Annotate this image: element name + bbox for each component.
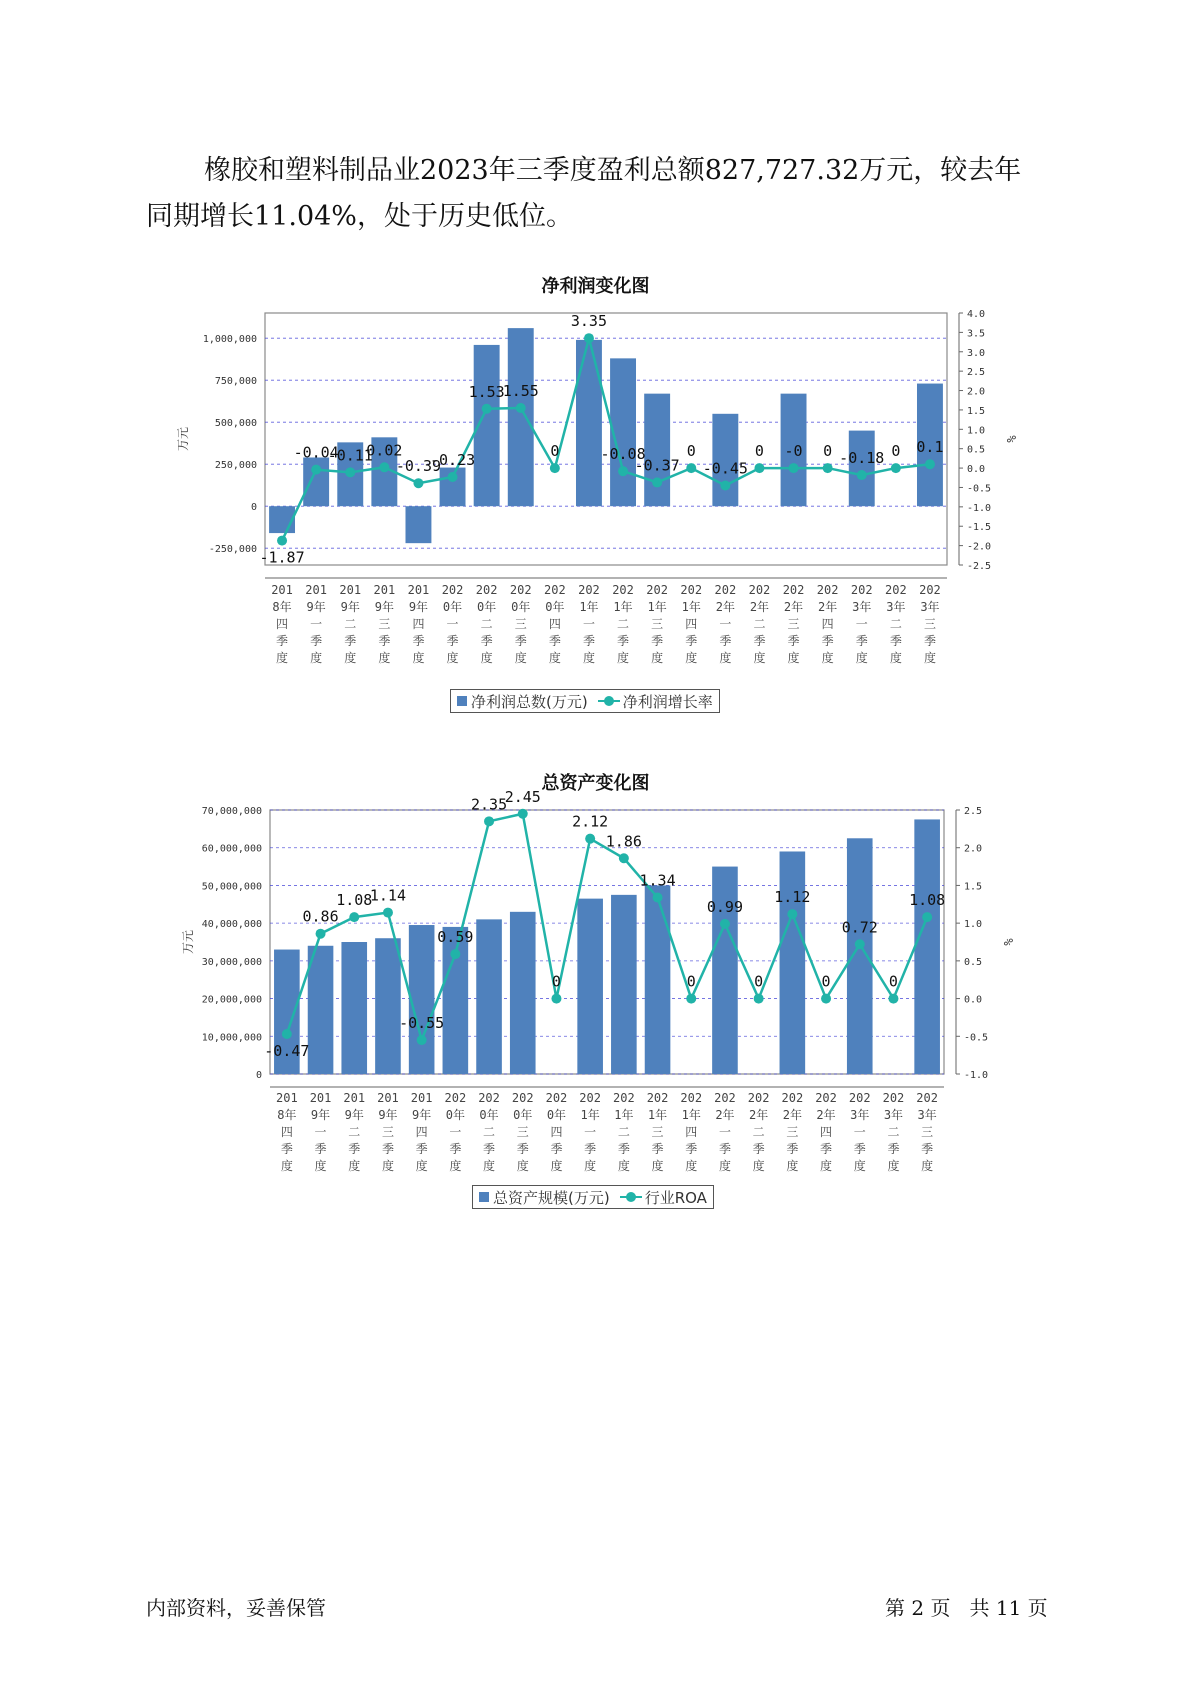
line-point-9 <box>585 834 595 844</box>
line-point-8 <box>550 463 560 473</box>
bar-5 <box>443 927 469 1074</box>
line-point-3 <box>379 462 389 472</box>
bar-9 <box>577 899 603 1074</box>
bar-15 <box>780 851 806 1074</box>
line-point-13 <box>720 919 730 929</box>
y2-tick-label: 1.5 <box>967 405 986 417</box>
line-point-4 <box>417 1035 427 1045</box>
x-tick-label-8: 202 0年四季度 <box>544 583 566 665</box>
x-tick-label-9: 202 1年一季度 <box>578 583 600 665</box>
x-tick-label-17: 202 3年一季度 <box>850 583 873 665</box>
bar-9 <box>576 340 602 506</box>
y2-tick-label: -1.0 <box>967 502 992 514</box>
y2-tick-label: 0.5 <box>967 444 986 456</box>
y-tick-label: 70,000,000 <box>201 806 262 817</box>
x-tick-label-2: 201 9年二季度 <box>343 1091 366 1173</box>
data-label-10: -0.08 <box>600 445 646 464</box>
y2-tick-label: 1.5 <box>964 881 983 893</box>
line-point-2 <box>345 467 355 477</box>
y2-tick-label: -1.5 <box>967 522 992 534</box>
bar-7 <box>508 328 534 506</box>
y2-tick-label: 0.0 <box>964 994 983 1006</box>
line-point-19 <box>925 459 935 469</box>
data-label-9: 3.35 <box>570 312 608 331</box>
line-point-6 <box>482 404 492 414</box>
line-point-14 <box>754 994 764 1004</box>
line-point-10 <box>618 466 628 476</box>
plot-frame <box>265 313 947 565</box>
data-label-8: 0 <box>550 442 560 461</box>
bar-17 <box>847 838 873 1074</box>
x-tick-label-2: 201 9年二季度 <box>339 583 362 665</box>
x-tick-label-13: 202 2年一季度 <box>714 583 737 665</box>
y-tick-label: 0 <box>255 1070 262 1081</box>
data-label-0: -0.47 <box>264 1042 310 1061</box>
line-point-12 <box>686 994 696 1004</box>
bar-legend-swatch <box>479 1192 489 1202</box>
bar-3 <box>375 938 401 1074</box>
legend-item-total-assets: 总资产规模(万元) <box>493 1188 610 1207</box>
data-label-5: -0.23 <box>429 450 476 469</box>
x-tick-label-7: 202 0年三季度 <box>511 1091 534 1173</box>
x-tick-label-11: 202 1年三季度 <box>646 1091 669 1173</box>
line-point-0 <box>282 1029 292 1039</box>
y2-tick-label: -1.0 <box>964 1070 989 1081</box>
chart-1-title: 净利润变化图 <box>541 276 650 297</box>
x-tick-label-13: 202 2年一季度 <box>714 1091 736 1173</box>
x-tick-label-10: 202 1年二季度 <box>613 1091 635 1173</box>
x-tick-label-11: 202 1年三季度 <box>646 583 668 665</box>
line-point-9 <box>584 333 594 343</box>
data-label-16: 0 <box>821 972 831 991</box>
y2-tick-label: 0.0 <box>967 464 986 476</box>
line-point-10 <box>619 853 629 863</box>
data-label-13: 0.99 <box>706 897 744 916</box>
data-label-15: -0 <box>784 442 803 461</box>
x-tick-label-1: 201 9年一季度 <box>309 1091 332 1173</box>
bar-legend-swatch <box>457 696 467 706</box>
data-label-9: 2.12 <box>572 812 609 831</box>
data-label-10: 1.86 <box>605 832 642 851</box>
data-label-1: -0.04 <box>293 443 339 462</box>
line-point-17 <box>857 470 867 480</box>
bar-11 <box>645 885 671 1074</box>
line-point-14 <box>754 463 764 473</box>
line-point-19 <box>922 912 932 922</box>
data-label-8: 0 <box>551 972 561 991</box>
x-tick-label-12: 202 1年四季度 <box>680 1091 703 1173</box>
x-tick-label-18: 202 3年二季度 <box>882 1091 905 1173</box>
data-label-2: 1.08 <box>336 891 373 910</box>
x-tick-label-4: 201 9年四季度 <box>410 1091 433 1173</box>
line-point-15 <box>787 909 797 919</box>
y2-tick-label: 2.5 <box>964 806 983 817</box>
x-tick-label-5: 202 0年一季度 <box>444 1091 467 1173</box>
line-point-12 <box>686 463 696 473</box>
line-point-18 <box>891 463 901 473</box>
line-point-4 <box>413 478 423 488</box>
line-legend-swatch <box>598 696 620 706</box>
data-label-1: 0.86 <box>302 907 339 926</box>
x-tick-label-16: 202 2年四季度 <box>816 583 839 665</box>
summary-paragraph <box>146 148 1046 240</box>
y2-tick-label: -2.5 <box>967 561 992 572</box>
y-tick-label: 750,000 <box>214 376 257 388</box>
summary-text: 橡胶和塑料制品业2023年三季度盈利总额827,727.32万元，较去年同期增长11.04%，处于历史低位。 <box>146 155 1022 232</box>
x-tick-label-3: 201 9年三季度 <box>373 583 396 665</box>
x-tick-label-14: 202 2年二季度 <box>748 583 771 665</box>
line-point-3 <box>383 908 393 918</box>
data-label-7: 2.45 <box>504 787 541 806</box>
y-tick-label: -250,000 <box>208 544 257 556</box>
data-label-13: -0.45 <box>702 459 748 478</box>
data-label-5: 0.59 <box>437 928 474 947</box>
line-point-16 <box>821 994 831 1004</box>
x-tick-label-3: 201 9年三季度 <box>377 1091 399 1173</box>
line-point-7 <box>516 403 526 413</box>
x-tick-label-16: 202 2年四季度 <box>815 1091 837 1173</box>
y2-tick-label: -0.5 <box>964 1032 989 1044</box>
data-label-16: 0 <box>823 442 833 461</box>
bar-6 <box>476 919 502 1074</box>
x-tick-label-18: 202 3年二季度 <box>885 583 907 665</box>
legend-item-growth-rate: 净利润增长率 <box>622 692 713 711</box>
bar-4 <box>405 506 431 543</box>
y2-tick-label: 1.0 <box>967 425 986 437</box>
line-point-7 <box>518 809 528 819</box>
x-tick-label-5: 202 0年一季度 <box>441 583 464 665</box>
x-tick-label-19: 202 3年三季度 <box>916 1091 938 1173</box>
legend-item-net-profit: 净利润总数(万元) <box>471 692 588 711</box>
y2-tick-label: 0.5 <box>964 956 983 968</box>
chart-2-legend <box>472 1185 714 1209</box>
data-label-11: -0.37 <box>634 456 680 475</box>
y-tick-label: 250,000 <box>214 460 257 472</box>
y-axis-label: 万元 <box>181 929 195 955</box>
y-tick-label: 40,000,000 <box>201 919 262 931</box>
data-label-6: 2.35 <box>470 795 508 814</box>
y2-tick-label: 2.5 <box>967 367 986 379</box>
bar-2 <box>341 942 367 1074</box>
line-point-13 <box>720 481 730 491</box>
footer-confidential: 内部资料，妥善保管 <box>146 1596 326 1620</box>
x-tick-label-4: 201 9年四季度 <box>407 583 430 665</box>
chart-2-title: 总资产变化图 <box>541 773 650 794</box>
bar-11 <box>644 394 670 507</box>
y2-tick-label: 3.0 <box>967 347 986 359</box>
x-tick-label-7: 202 0年三季度 <box>509 583 532 665</box>
y2-tick-label: 4.0 <box>967 309 986 320</box>
line-point-15 <box>789 463 799 473</box>
data-label-4: -0.55 <box>399 1014 445 1033</box>
data-label-15: 1.12 <box>774 888 811 907</box>
x-tick-label-1: 201 9年一季度 <box>305 583 327 665</box>
data-label-3: 1.14 <box>369 886 407 905</box>
line-point-18 <box>888 994 898 1004</box>
y-axis-label: 万元 <box>176 426 190 452</box>
x-tick-label-0: 201 8年四季度 <box>276 1091 298 1173</box>
data-label-3: 0.02 <box>366 441 403 460</box>
line-point-2 <box>349 912 359 922</box>
x-tick-label-14: 202 2年二季度 <box>747 1091 770 1173</box>
line-point-5 <box>450 949 460 959</box>
x-tick-label-0: 201 8年四季度 <box>271 583 293 665</box>
data-label-12: 0 <box>686 442 696 461</box>
data-label-2: -0.11 <box>327 446 373 465</box>
line-point-11 <box>653 892 663 902</box>
bar-1 <box>308 946 334 1074</box>
data-label-7: 1.55 <box>502 381 539 400</box>
data-label-4: -0.39 <box>395 457 442 476</box>
line-legend-swatch <box>620 1192 642 1202</box>
data-label-6: 1.53 <box>468 382 505 401</box>
x-tick-label-17: 202 3年一季度 <box>848 1091 871 1173</box>
x-tick-label-6: 202 0年二季度 <box>475 583 498 665</box>
y2-tick-label: 3.5 <box>967 328 986 340</box>
y-tick-label: 500,000 <box>214 418 257 430</box>
x-tick-label-15: 202 2年三季度 <box>781 1091 804 1173</box>
y2-tick-label: 2.0 <box>964 843 983 855</box>
total-assets-chart <box>0 787 1191 1220</box>
y2-axis-label: % <box>1004 435 1018 443</box>
y-tick-label: 1,000,000 <box>202 334 257 346</box>
data-label-14: 0 <box>754 972 764 991</box>
x-tick-label-9: 202 1年一季度 <box>579 1091 601 1173</box>
line-point-1 <box>311 465 321 475</box>
x-tick-label-15: 202 2年三季度 <box>782 583 805 665</box>
data-label-19: 0.1 <box>916 438 944 457</box>
y2-tick-label: -0.5 <box>967 483 992 495</box>
legend-item-roa: 行业ROA <box>644 1188 707 1207</box>
chart-1-legend <box>450 689 720 713</box>
line-point-6 <box>484 816 494 826</box>
data-label-0: -1.87 <box>259 548 305 567</box>
y-tick-label: 10,000,000 <box>201 1032 262 1044</box>
data-label-18: 0 <box>888 972 898 991</box>
line-point-11 <box>652 477 662 487</box>
data-label-18: 0 <box>891 442 901 461</box>
y-tick-label: 50,000,000 <box>201 881 262 893</box>
line-point-8 <box>551 994 561 1004</box>
y2-tick-label: -2.0 <box>967 541 992 553</box>
net-profit-chart <box>0 290 1191 730</box>
bar-7 <box>510 912 536 1074</box>
line-point-0 <box>277 536 287 546</box>
data-label-17: 0.72 <box>841 918 878 937</box>
x-tick-label-6: 202 0年二季度 <box>478 1091 500 1173</box>
y-tick-label: 60,000,000 <box>201 843 262 855</box>
data-label-19: 1.08 <box>909 891 946 910</box>
line-point-17 <box>855 939 865 949</box>
bar-10 <box>611 895 637 1074</box>
footer-page-number: 第 2 页 共 11 页 <box>885 1596 1048 1620</box>
y-tick-label: 20,000,000 <box>201 994 262 1006</box>
line-point-5 <box>448 472 458 482</box>
x-tick-label-10: 202 1年二季度 <box>612 583 634 665</box>
y2-axis-label: % <box>1001 938 1015 946</box>
line-point-1 <box>316 929 326 939</box>
line-point-16 <box>823 463 833 473</box>
data-label-17: -0.18 <box>839 449 885 468</box>
data-label-12: 0 <box>686 972 696 991</box>
bar-19 <box>914 819 940 1074</box>
y2-tick-label: 1.0 <box>964 919 983 931</box>
y-tick-label: 0 <box>250 502 257 514</box>
data-label-11: 1.34 <box>639 871 676 890</box>
data-label-14: 0 <box>754 442 764 461</box>
x-tick-label-19: 202 3年三季度 <box>919 583 941 665</box>
bar-4 <box>409 925 435 1074</box>
y-tick-label: 30,000,000 <box>201 956 262 968</box>
y2-tick-label: 2.0 <box>967 386 986 398</box>
x-tick-label-12: 202 1年四季度 <box>680 583 703 665</box>
bar-17 <box>849 431 875 507</box>
x-tick-label-8: 202 0年四季度 <box>545 1091 568 1173</box>
